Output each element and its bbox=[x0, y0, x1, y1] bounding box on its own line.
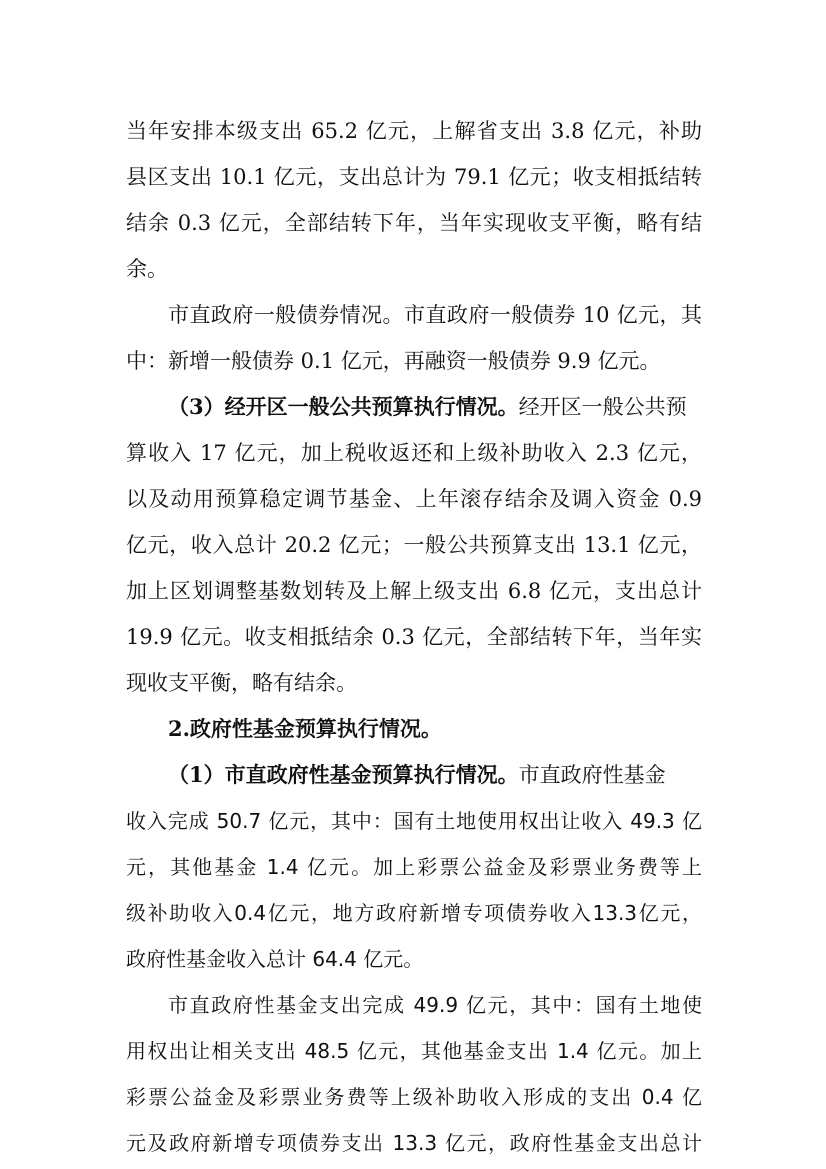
paragraph-text: 经开区一般公共预 bbox=[518, 395, 687, 419]
paragraph-line: 元及政府新增专项债券支出 13.3 亿元，政府性基金支出总计 bbox=[126, 1131, 702, 1155]
paragraph-line: 市直政府性基金支出完成 49.9 亿元，其中：国有土地使 bbox=[168, 993, 702, 1017]
paragraph-line: 结余 0.3 亿元，全部结转下年，当年实现收支平衡，略有结 bbox=[126, 211, 702, 235]
section-heading: （1）市直政府性基金预算执行情况。 bbox=[168, 762, 519, 787]
paragraph-line: 县区支出 10.1 亿元，支出总计为 79.1 亿元；收支相抵结转 bbox=[126, 165, 702, 189]
paragraph-line: 彩票公益金及彩票业务费等上级补助收入形成的支出 0.4 亿 bbox=[126, 1085, 702, 1109]
paragraph-line: 亿元，收入总计 20.2 亿元；一般公共预算支出 13.1 亿元， bbox=[126, 533, 702, 557]
paragraph-line: 市直政府一般债券情况。市直政府一般债券 10 亿元，其 bbox=[168, 303, 702, 327]
paragraph-line: 政府性基金收入总计 64.4 亿元。 bbox=[126, 947, 424, 971]
paragraph-line: 现收支平衡，略有结余。 bbox=[126, 671, 357, 695]
paragraph-line: 以及动用预算稳定调节基金、上年滚存结余及调入资金 0.9 bbox=[126, 487, 702, 511]
paragraph-line: 余。 bbox=[126, 257, 168, 281]
paragraph-line: 用权出让相关支出 48.5 亿元，其他基金支出 1.4 亿元。加上 bbox=[126, 1039, 702, 1063]
paragraph-line: 加上区划调整基数划转及上解上级支出 6.8 亿元，支出总计 bbox=[126, 579, 702, 603]
paragraph-text: 市直政府性基金 bbox=[518, 763, 666, 787]
paragraph-line: 元，其他基金 1.4 亿元。加上彩票公益金及彩票业务费等上 bbox=[126, 855, 702, 879]
paragraph-line bbox=[168, 761, 702, 789]
paragraph-line: 级补助收入0.4亿元，地方政府新增专项债券收入13.3亿元， bbox=[126, 901, 702, 925]
section-heading: 2.政府性基金预算执行情况。 bbox=[168, 716, 442, 741]
paragraph-line: 19.9 亿元。收支相抵结余 0.3 亿元，全部结转下年，当年实 bbox=[126, 625, 702, 649]
paragraph-line: 收入完成 50.7 亿元，其中：国有土地使用权出让收入 49.3 亿 bbox=[126, 809, 702, 833]
paragraph-line: 中：新增一般债券 0.1 亿元，再融资一般债券 9.9 亿元。 bbox=[126, 349, 661, 373]
paragraph-line bbox=[168, 393, 702, 421]
paragraph-line: 算收入 17 亿元，加上税收返还和上级补助收入 2.3 亿元， bbox=[126, 441, 702, 465]
paragraph-line: 当年安排本级支出 65.2 亿元，上解省支出 3.8 亿元，补助 bbox=[126, 119, 702, 143]
section-heading: （3）经开区一般公共预算执行情况。 bbox=[168, 394, 519, 419]
